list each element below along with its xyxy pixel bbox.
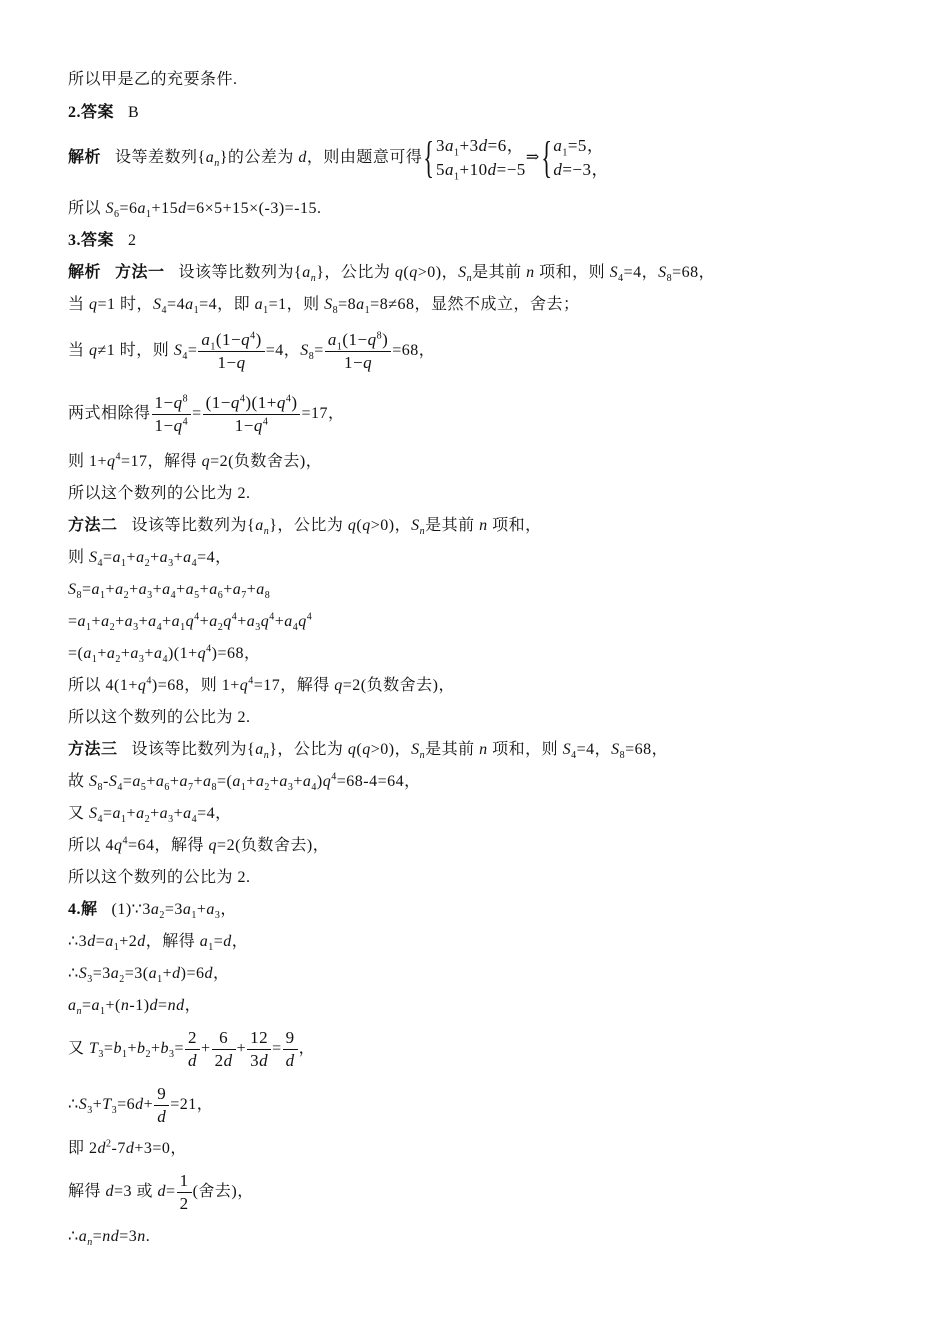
text-line: 所以这个数列的公比为 2. [68,869,251,886]
text-line: $a_n=a_1+(n-1)d=nd$， [68,997,202,1018]
text-line: $\therefore a_n=nd=3n$. [68,1228,151,1249]
question-2-analysis: 解析 设等差数列$\{a_n\}$的公差为 d，则由题意可得{ $3a_1+3d=6$， $5a_1+10d=-5$ ⇒{ $a_1=5$， d=−3， [68,133,610,183]
left-brace: { [541,133,552,183]
text-line: 故 $S_8-S_4=a_5+a_6+a_7+a_8=(a_1+a_2+a_3+a_4)q^4=68-4=64$， [68,771,421,794]
text-line: 则 $S_4=a_1+a_2+a_3+a_4=4$， [68,549,232,570]
text-line: 则 $1+q^4=17$，解得 q=2(负数舍去)， [68,451,323,470]
question-2-answer: 2.答案 B [68,104,140,121]
formula-line: 两式相除得 $\frac{1-q^8}{1-q^4}$ = $\frac{(1-q^4)(1+q^4)}{1-q^4}$ =17， [68,392,345,435]
text-line: $\therefore S_3=3a_2=3(a_1+d)=6d$， [68,965,230,986]
text-line: 当 q=1 时，$S_4=4a_1=4$，即 $a_1=1$，则 $S_8=8a_1=8\ne 68$，显然不成立，舍去； [68,296,580,317]
formula-line: 解得 d=3 或 d= $\frac{1}{2}$ (舍去)， [68,1170,254,1213]
text-line: 即 $2d^2-7d+3=0$， [68,1138,187,1157]
text-line: $S_8=a_1+a_2+a_3+a_4+a_5+a_6+a_7+a_8$ [68,581,271,602]
equation-system: $3a_1+3d=6$， $5a_1+10d=-5$ [436,136,526,183]
text-line: $=(a_1+a_2+a_3+a_4)(1+q^4)=68$， [68,643,261,666]
text-line: 所以这个数列的公比为 2. [68,485,251,502]
text-line: $=a_1+a_2+a_3+a_4+a_1q^4+a_2q^4+a_3q^4+a_4q^4$ [68,611,313,634]
text-line: 所以甲是乙的充要条件. [68,71,238,88]
text-line: 所以 $4q^4=64$，解得 q=2(负数舍去)， [68,835,330,854]
formula-line: $\therefore S_3+T_3=6d+$ $\frac{9}{d}$ =21， [68,1083,214,1126]
text-line: 所以 $4(1+q^4)=68$，则 $1+q^4=17$，解得 q=2(负数舍去)， [68,675,455,694]
method-2-intro: 方法二 设该等比数列为$\{a_n\}$，公比为 q(q>0)，$S_n$是其前 n 项和， [68,517,542,538]
method-3-intro: 方法三 设该等比数列为$\{a_n\}$，公比为 q(q>0)，$S_n$是其前 n 项和，则 $S_4=4$，$S_8=68$， [68,741,669,762]
formula-line: 当 q≠1 时，则 $S_4=$ $\frac{a_1(1-q^4)}{1-q}$ =4，$S_8=$ $\frac{a_1(1-q^8)}{1-q}$ =68， [68,329,436,372]
method-1-intro: 解析 方法一 设该等比数列为$\{a_n\}$，公比为 q(q>0)，$S_n$是其前 n 项和，则 $S_4=4$，$S_8=68$， [68,264,716,285]
text-line: 又 $S_4=a_1+a_2+a_3+a_4=4$， [68,805,232,826]
text-line: $\therefore 3d=a_1+2d$，解得 $a_1=d$， [68,933,249,954]
question-4-solution: 4.解 $(1)\because 3a_2=3a_1+a_3$， [68,901,237,922]
text-line: 所以这个数列的公比为 2. [68,709,251,726]
formula-line: 又 $T_3=b_1+b_2+b_3=$ $\frac{2}{d}$ + $\frac{6}{2d}$ + $\frac{12}{3d}$ = $\frac{9}{d}$ ， [68,1027,316,1070]
left-brace: { [423,133,435,183]
question-3-answer: 3.答案 2 [68,232,137,249]
equation-system: $a_1=5$， d=−3， [553,136,610,180]
text-line: 所以 $S_6=6a_1+15d=6\times 5+15\times(-3)=-15$. [68,200,322,221]
